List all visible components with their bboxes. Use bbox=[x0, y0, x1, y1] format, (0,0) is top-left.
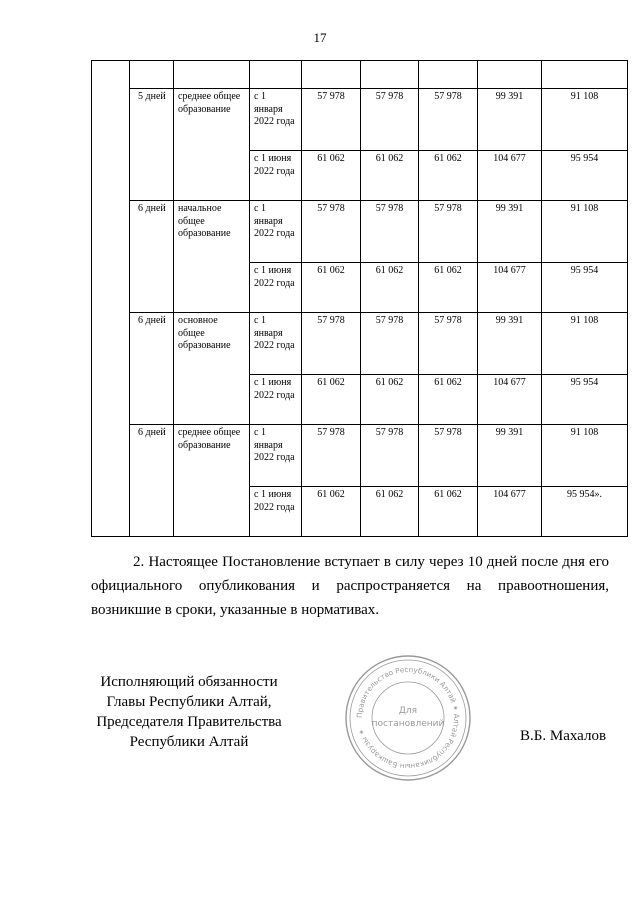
value-cell: 104 677 bbox=[478, 263, 542, 313]
table-row bbox=[92, 89, 628, 151]
period-cell: с 1 июня 2022 года bbox=[250, 487, 302, 537]
value-cell: 95 954». bbox=[542, 487, 628, 537]
value-cell: 61 062 bbox=[302, 263, 361, 313]
value-cell: 95 954 bbox=[542, 151, 628, 201]
value-cell: 61 062 bbox=[361, 375, 419, 425]
value-cell: 104 677 bbox=[478, 151, 542, 201]
table-cell-blank bbox=[250, 61, 302, 89]
page-number: 17 bbox=[313, 30, 327, 45]
education-level-cell: начальное общее образование bbox=[174, 201, 250, 313]
value-cell: 61 062 bbox=[302, 375, 361, 425]
seal-center-text: Для bbox=[398, 706, 418, 716]
value-cell: 57 978 bbox=[361, 425, 419, 487]
education-level-cell: среднее общее образование bbox=[174, 425, 250, 537]
signatory-title-line: Республики Алтай bbox=[129, 734, 249, 750]
table-cell-blank bbox=[302, 61, 361, 89]
value-cell: 57 978 bbox=[302, 89, 361, 151]
table-cell-blank bbox=[92, 61, 130, 537]
value-cell: 61 062 bbox=[302, 487, 361, 537]
value-cell: 91 108 bbox=[542, 201, 628, 263]
value-cell: 57 978 bbox=[302, 201, 361, 263]
days-cell: 6 дней bbox=[130, 313, 174, 425]
value-cell: 57 978 bbox=[361, 201, 419, 263]
signatory-title bbox=[78, 672, 300, 752]
seal-center-text: постановлений bbox=[371, 719, 445, 729]
value-cell: 57 978 bbox=[302, 425, 361, 487]
period-cell: с 1 января 2022 года bbox=[250, 89, 302, 151]
value-cell: 91 108 bbox=[542, 425, 628, 487]
table-row bbox=[92, 61, 628, 89]
period-cell: с 1 января 2022 года bbox=[250, 425, 302, 487]
paragraph-2: 2. Настоящее Постановление вступает в силу через 10 дней после дня его официального опубликования и распространяется на правоотношения, возникшие в сроки, указанные в нормативах. bbox=[91, 554, 609, 618]
signatory-title-line: Председателя Правительства bbox=[96, 714, 282, 730]
value-cell: 99 391 bbox=[478, 313, 542, 375]
value-cell: 61 062 bbox=[361, 263, 419, 313]
seal-outer-ring bbox=[346, 656, 470, 780]
value-cell: 61 062 bbox=[419, 375, 478, 425]
norms-table bbox=[91, 60, 628, 537]
value-cell: 99 391 bbox=[478, 201, 542, 263]
official-seal bbox=[343, 653, 473, 783]
table-row bbox=[92, 313, 628, 375]
table-row bbox=[92, 201, 628, 263]
table-cell-blank bbox=[130, 61, 174, 89]
value-cell: 57 978 bbox=[361, 313, 419, 375]
table-cell-blank bbox=[361, 61, 419, 89]
days-cell: 6 дней bbox=[130, 201, 174, 313]
table-cell-blank bbox=[419, 61, 478, 89]
seal-ring-text: Правительство Республики Алтай ✶ Алтай Республиканын Башкарузы ✶ bbox=[354, 664, 462, 772]
period-cell: с 1 января 2022 года bbox=[250, 201, 302, 263]
value-cell: 57 978 bbox=[302, 313, 361, 375]
table-cell-blank bbox=[174, 61, 250, 89]
table-row bbox=[92, 425, 628, 487]
days-cell: 6 дней bbox=[130, 425, 174, 537]
period-cell: с 1 июня 2022 года bbox=[250, 151, 302, 201]
seal-inner-ring bbox=[372, 682, 444, 754]
value-cell: 61 062 bbox=[302, 151, 361, 201]
value-cell: 61 062 bbox=[361, 151, 419, 201]
signatory-name: В.Б. Махалов bbox=[520, 728, 607, 744]
value-cell: 95 954 bbox=[542, 263, 628, 313]
value-cell: 104 677 bbox=[478, 375, 542, 425]
education-level-cell: основное общее образование bbox=[174, 313, 250, 425]
value-cell: 61 062 bbox=[419, 487, 478, 537]
table-cell-blank bbox=[542, 61, 628, 89]
value-cell: 61 062 bbox=[419, 263, 478, 313]
value-cell: 61 062 bbox=[419, 151, 478, 201]
value-cell: 104 677 bbox=[478, 487, 542, 537]
value-cell: 91 108 bbox=[542, 313, 628, 375]
education-level-cell: среднее общее образование bbox=[174, 89, 250, 201]
value-cell: 57 978 bbox=[419, 201, 478, 263]
value-cell: 61 062 bbox=[361, 487, 419, 537]
value-cell: 91 108 bbox=[542, 89, 628, 151]
signatory-title-line: Главы Республики Алтай, bbox=[106, 694, 272, 710]
value-cell: 57 978 bbox=[419, 425, 478, 487]
period-cell: с 1 июня 2022 года bbox=[250, 263, 302, 313]
value-cell: 57 978 bbox=[361, 89, 419, 151]
period-cell: с 1 июня 2022 года bbox=[250, 375, 302, 425]
value-cell: 99 391 bbox=[478, 89, 542, 151]
signatory-title-line: Исполняющий обязанности bbox=[100, 674, 278, 690]
days-cell: 5 дней bbox=[130, 89, 174, 201]
value-cell: 57 978 bbox=[419, 89, 478, 151]
value-cell: 99 391 bbox=[478, 425, 542, 487]
value-cell: 57 978 bbox=[419, 313, 478, 375]
value-cell: 95 954 bbox=[542, 375, 628, 425]
period-cell: с 1 января 2022 года bbox=[250, 313, 302, 375]
seal-outer-ring bbox=[350, 660, 466, 776]
table-cell-blank bbox=[478, 61, 542, 89]
